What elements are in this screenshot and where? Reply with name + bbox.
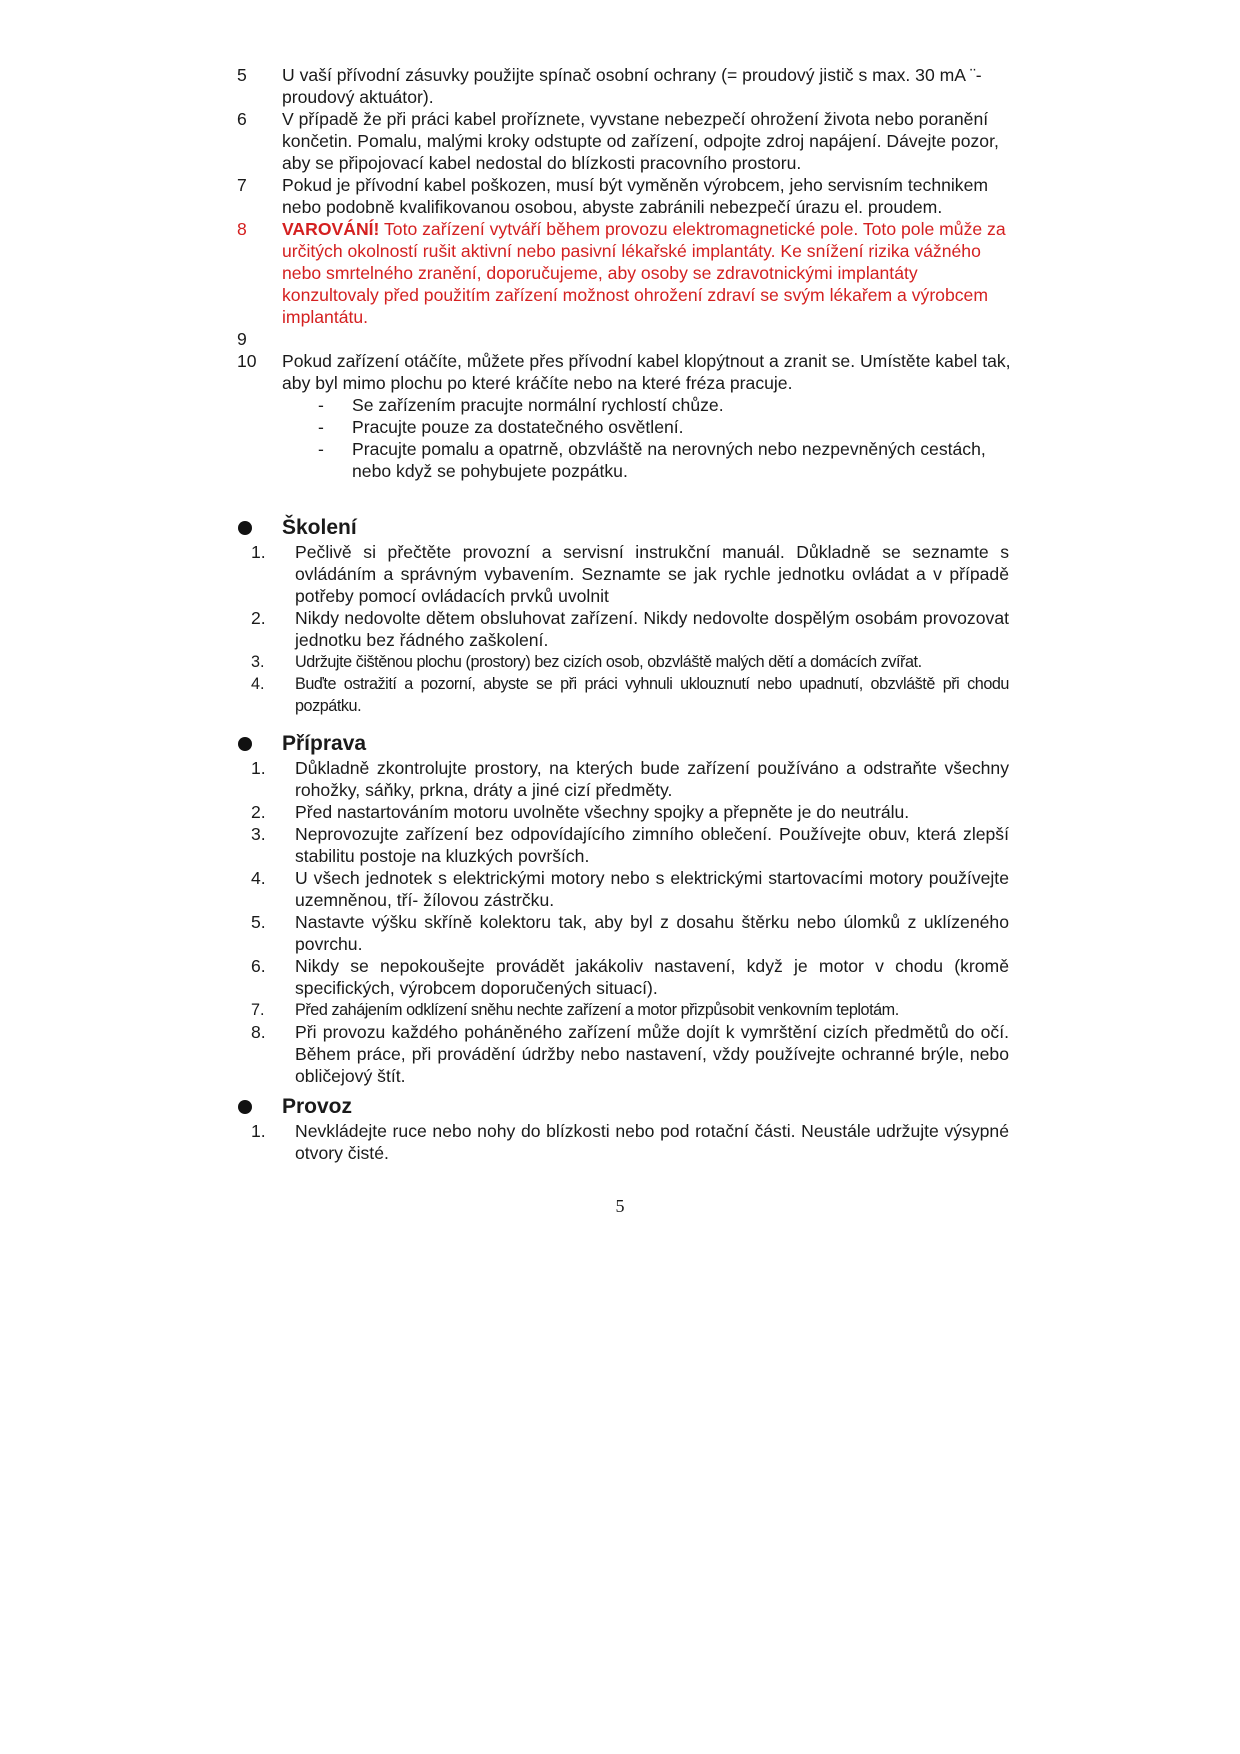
dash-item	[282, 438, 1017, 482]
item-number: 7	[237, 175, 247, 195]
numbered-list	[237, 757, 1009, 1087]
item-number: 2.	[251, 608, 266, 628]
dash-item	[282, 416, 1017, 438]
list-item	[237, 328, 1017, 350]
list-item	[237, 673, 1009, 717]
list-item	[237, 823, 1009, 867]
list-item	[237, 174, 1017, 218]
list-item	[237, 64, 1017, 108]
section-preparation	[237, 731, 1009, 1087]
item-text: Pečlivě si přečtěte provozní a servisní instrukční manuál. Důkladně se seznamte s ovládáním a správným vybavením. Seznamte se jak rychle jednotku ovládat a v případě potřeby pomocí ovládacích prvků uvolnit	[295, 542, 1009, 606]
list-item	[237, 911, 1009, 955]
dash-text: Se zařízením pracujte normální rychlostí chůze.	[352, 395, 724, 415]
section-title: Příprava	[282, 732, 367, 755]
item-text: Před nastartováním motoru uvolněte všechny spojky a přepněte je do neutrálu.	[295, 802, 910, 822]
dash-list	[282, 394, 1017, 482]
list-item	[237, 867, 1009, 911]
item-text: Neprovozujte zařízení bez odpovídajícího zimního oblečení. Používejte obuv, která zlepší stabilitu postoje na kluzkých površích.	[295, 824, 1009, 866]
item-number: 8	[237, 219, 247, 239]
item-number: 7.	[251, 1001, 265, 1019]
item-number: 4.	[251, 868, 266, 888]
item-text	[282, 328, 1017, 350]
section-heading	[237, 515, 1009, 541]
list-item	[237, 757, 1009, 801]
section-title: Školení	[282, 516, 357, 539]
section-heading	[237, 731, 1009, 757]
item-text: Buďte ostražití a pozorní, abyste se při práci vyhnuli uklouznutí nebo upadnutí, obzvláště při chodu pozpátku.	[295, 675, 1009, 715]
item-text: U vaší přívodní zásuvky použijte spínač osobní ochrany (= proudový jistič s max. 30 mA ¨- proudový aktuátor).	[282, 65, 982, 107]
list-item	[237, 999, 1009, 1021]
item-text: Toto zařízení vytváří během provozu elektromagnetické pole. Toto pole může za určitých okolností rušit aktivní nebo pasivní lékařské implantáty. Ke snížení rizika vážného nebo smrtelného zranění, doporučujeme, aby osoby se zdravotnickými implantáty konzultovaly před použitím zařízení možnost ohrožení zdraví se svým lékařem a výrobcem implantátu.	[282, 219, 1006, 327]
section-heading	[237, 1094, 1009, 1120]
item-number: 6.	[251, 956, 266, 976]
list-item	[237, 1021, 1009, 1087]
dash-marker: -	[318, 439, 324, 459]
dash-text: Pracujte pomalu a opatrně, obzvláště na nerovných nebo nezpevněných cestách, nebo když se pohybujete pozpátku.	[352, 439, 986, 481]
item-text: Nastavte výšku skříně kolektoru tak, aby byl z dosahu štěrku nebo úlomků z uklízeného povrchu.	[295, 912, 1009, 954]
item-number: 5	[237, 65, 247, 85]
item-text: Pokud zařízení otáčíte, můžete přes přívodní kabel klopýtnout a zranit se. Umístěte kabel tak, aby byl mimo plochu po které kráčíte nebo na které fréza pracuje.	[282, 351, 1011, 393]
dash-marker: -	[318, 395, 324, 415]
list-item	[237, 651, 1009, 673]
list-item	[237, 541, 1009, 607]
list-item	[237, 1120, 1009, 1164]
bullet-icon	[238, 521, 252, 535]
list-item	[237, 108, 1017, 174]
item-text: Důkladně zkontrolujte prostory, na kterých bude zařízení používáno a odstraňte všechny rohožky, sáňky, prkna, dráty a jiné cizí předměty.	[295, 758, 1009, 800]
dash-item	[282, 394, 1017, 416]
item-number: 5.	[251, 912, 266, 932]
item-number: 1.	[251, 758, 266, 778]
item-number: 2.	[251, 802, 266, 822]
item-text: Pokud je přívodní kabel poškozen, musí být vyměněn výrobcem, jeho servisním technikem nebo podobně kvalifikovanou osobou, abyste zabránili nebezpečí úrazu el. proudem.	[282, 175, 989, 217]
item-text	[282, 350, 1017, 482]
list-item	[237, 801, 1009, 823]
section-training	[237, 515, 1009, 717]
warning-text	[282, 218, 1017, 328]
section-operation	[237, 1094, 1009, 1164]
dash-text: Pracujte pouze za dostatečného osvětlení.	[352, 417, 684, 437]
item-text: Udržujte čištěnou plochu (prostory) bez cizích osob, obzvláště malých dětí a domácích zvířat.	[295, 653, 922, 671]
item-text: U všech jednotek s elektrickými motory nebo s elektrickými startovacími motory používejte uzemněnou, tří- žílovou zástrčku.	[295, 868, 1009, 910]
list-item	[237, 955, 1009, 999]
bullet-icon	[238, 737, 252, 751]
item-number: 3.	[251, 653, 265, 671]
list-item	[237, 350, 1017, 482]
item-text: Nevkládejte ruce nebo nohy do blízkosti nebo pod rotační části. Neustále udržujte výsypné otvory čisté.	[295, 1121, 1009, 1163]
item-number: 9	[237, 329, 247, 349]
item-number: 8.	[251, 1022, 266, 1042]
item-number: 6	[237, 109, 247, 129]
item-text: V případě že při práci kabel proříznete, vyvstane nebezpečí ohrožení života nebo poranění končetin. Pomalu, malými kroky odstupte od zařízení, odpojte zdroj napájení. Dávejte pozor, aby se připojovací kabel nedostal do blízkosti pracovního prostoru.	[282, 109, 999, 173]
item-number: 3.	[251, 824, 266, 844]
warning-item	[237, 218, 1017, 328]
list-item	[237, 607, 1009, 651]
item-text: Nikdy se nepokoušejte provádět jakákoliv nastavení, když je motor v chodu (kromě specifických, výrobcem doporučených situací).	[295, 956, 1009, 998]
item-number: 1.	[251, 1121, 266, 1141]
numbered-list	[237, 1120, 1009, 1164]
numbered-list	[237, 541, 1009, 717]
page-number: 5	[615, 1196, 625, 1216]
item-text: Před zahájením odklízení sněhu nechte zařízení a motor přizpůsobit venkovním teplotám.	[295, 1001, 899, 1019]
safety-items-list	[237, 64, 1017, 482]
bullet-icon	[238, 1100, 252, 1114]
item-number: 10	[237, 351, 257, 371]
warning-label: VAROVÁNÍ!	[282, 219, 380, 239]
dash-marker: -	[318, 417, 324, 437]
item-number: 1.	[251, 542, 266, 562]
item-number: 4.	[251, 675, 265, 693]
section-title: Provoz	[282, 1095, 353, 1118]
item-text: Nikdy nedovolte dětem obsluhovat zařízení. Nikdy nedovolte dospělým osobám provozovat jednotku bez řádného zaškolení.	[295, 608, 1009, 650]
item-text: Při provozu každého poháněného zařízení může dojít k vymrštění cizích předmětů do očí. Během práce, při provádění údržby nebo nastavení, vždy používejte ochranné brýle, nebo obličejový štít.	[295, 1022, 1009, 1086]
